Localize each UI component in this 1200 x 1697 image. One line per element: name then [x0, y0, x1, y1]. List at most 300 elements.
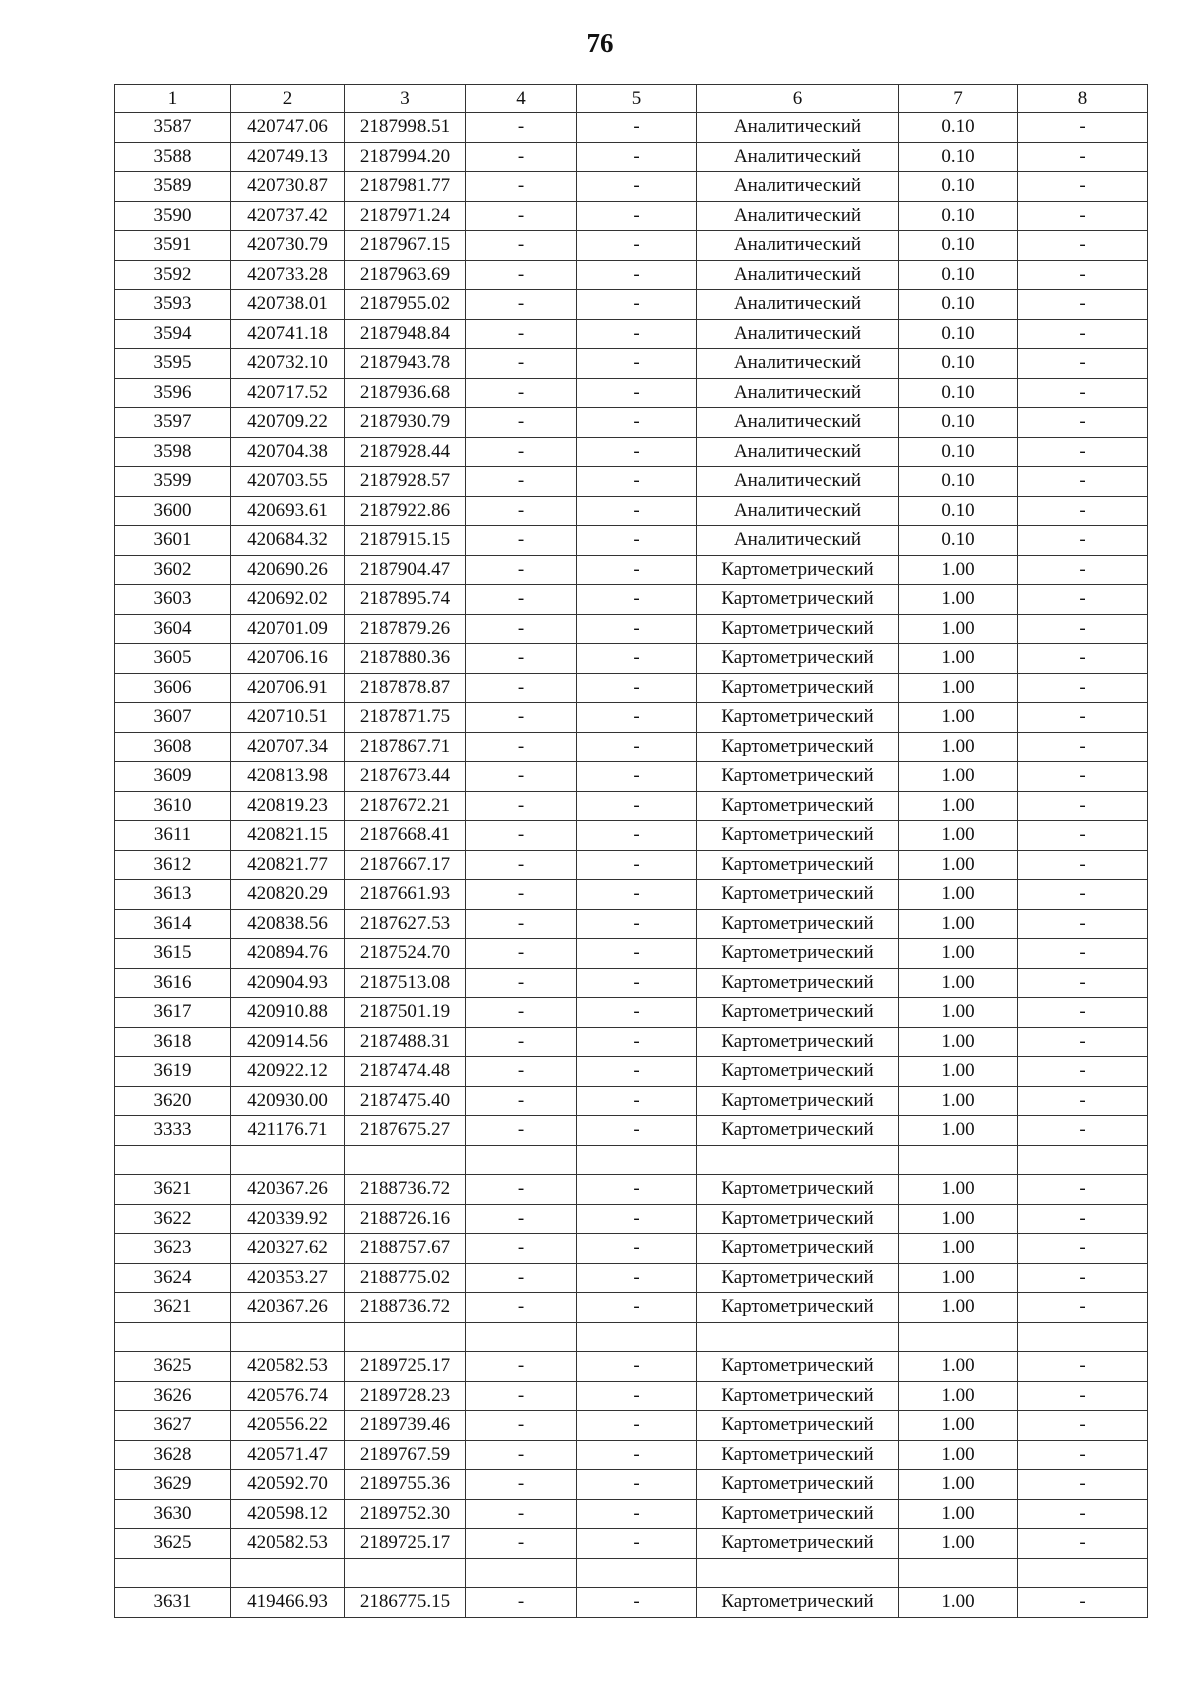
table-cell: 2187667.17: [345, 850, 466, 880]
table-cell: 2187524.70: [345, 939, 466, 969]
table-cell: -: [466, 850, 577, 880]
table-row: [115, 260, 1148, 290]
table-cell: 2187668.41: [345, 821, 466, 851]
table-cell: 2187955.02: [345, 290, 466, 320]
table-cell: -: [577, 673, 697, 703]
table-cell: -: [466, 1529, 577, 1559]
table-row: [115, 762, 1148, 792]
table-cell: 2189755.36: [345, 1470, 466, 1500]
table-cell: 1.00: [899, 821, 1018, 851]
table-cell: -: [577, 526, 697, 556]
table-cell: -: [466, 1352, 577, 1382]
table-cell: 1.00: [899, 1204, 1018, 1234]
table-cell: 3604: [115, 614, 231, 644]
table-cell: -: [466, 349, 577, 379]
table-cell: -: [466, 998, 577, 1028]
table-cell: 420730.79: [231, 231, 345, 261]
table-cell: 3628: [115, 1440, 231, 1470]
table-cell: [345, 1558, 466, 1588]
table-cell: -: [577, 850, 697, 880]
table-cell: -: [466, 644, 577, 674]
table-cell: Картометрический: [697, 1234, 899, 1264]
table-cell: 3618: [115, 1027, 231, 1057]
table-cell: Картометрический: [697, 703, 899, 733]
table-row: [115, 732, 1148, 762]
table-cell: Аналитический: [697, 526, 899, 556]
table-cell: -: [1018, 290, 1148, 320]
table-cell: [1018, 1145, 1148, 1175]
table-row: [115, 791, 1148, 821]
table-cell: -: [1018, 998, 1148, 1028]
table-cell: 3595: [115, 349, 231, 379]
table-cell: 2187928.44: [345, 437, 466, 467]
table-cell: 420894.76: [231, 939, 345, 969]
table-cell: -: [466, 172, 577, 202]
table-cell: -: [466, 1293, 577, 1323]
table-separator-row: [115, 1558, 1148, 1588]
table-row: [115, 113, 1148, 143]
table-cell: 1.00: [899, 1027, 1018, 1057]
table-cell: 420706.16: [231, 644, 345, 674]
table-cell: Картометрический: [697, 1381, 899, 1411]
table-cell: -: [466, 1470, 577, 1500]
table-cell: 420730.87: [231, 172, 345, 202]
table-cell: 1.00: [899, 732, 1018, 762]
table-cell: Картометрический: [697, 791, 899, 821]
table-cell: -: [577, 614, 697, 644]
table-cell: -: [466, 762, 577, 792]
table-row: [115, 1204, 1148, 1234]
table-cell: -: [577, 585, 697, 615]
table-cell: -: [577, 968, 697, 998]
table-cell: -: [577, 113, 697, 143]
table-cell: 2188726.16: [345, 1204, 466, 1234]
table-cell: 3620: [115, 1086, 231, 1116]
table-cell: [577, 1145, 697, 1175]
table-cell: 1.00: [899, 1293, 1018, 1323]
table-cell: 3614: [115, 909, 231, 939]
table-cell: Аналитический: [697, 172, 899, 202]
table-cell: 420707.34: [231, 732, 345, 762]
table-cell: 0.10: [899, 201, 1018, 231]
table-cell: -: [1018, 703, 1148, 733]
table-cell: 420813.98: [231, 762, 345, 792]
table-cell: Аналитический: [697, 231, 899, 261]
table-cell: [899, 1322, 1018, 1352]
table-row: [115, 968, 1148, 998]
table-cell: 420741.18: [231, 319, 345, 349]
column-header: 7: [899, 85, 1018, 113]
table-cell: -: [466, 526, 577, 556]
table-cell: 1.00: [899, 585, 1018, 615]
table-cell: 420598.12: [231, 1499, 345, 1529]
table-cell: -: [466, 939, 577, 969]
table-cell: 2187675.27: [345, 1116, 466, 1146]
table-cell: 3627: [115, 1411, 231, 1441]
table-cell: 3601: [115, 526, 231, 556]
table-cell: 1.00: [899, 1529, 1018, 1559]
table-cell: 420367.26: [231, 1175, 345, 1205]
table-cell: Аналитический: [697, 408, 899, 438]
table-cell: 1.00: [899, 1086, 1018, 1116]
table-cell: 2187998.51: [345, 113, 466, 143]
table-cell: 0.10: [899, 290, 1018, 320]
table-cell: 0.10: [899, 142, 1018, 172]
table-cell: -: [466, 496, 577, 526]
table-row: [115, 703, 1148, 733]
table-cell: -: [577, 555, 697, 585]
table-cell: 1.00: [899, 1116, 1018, 1146]
table-cell: 3625: [115, 1529, 231, 1559]
table-cell: Картометрический: [697, 850, 899, 880]
table-cell: Картометрический: [697, 673, 899, 703]
table-cell: [115, 1145, 231, 1175]
table-cell: [697, 1558, 899, 1588]
column-header: 5: [577, 85, 697, 113]
table-cell: [231, 1322, 345, 1352]
table-cell: -: [577, 1470, 697, 1500]
table-cell: 3624: [115, 1263, 231, 1293]
table-cell: Картометрический: [697, 880, 899, 910]
table-cell: 3616: [115, 968, 231, 998]
table-cell: 1.00: [899, 1352, 1018, 1382]
table-row: [115, 1293, 1148, 1323]
table-cell: 420821.77: [231, 850, 345, 880]
table-cell: 3591: [115, 231, 231, 261]
table-cell: -: [466, 1381, 577, 1411]
table-cell: 420556.22: [231, 1411, 345, 1441]
table-row: [115, 939, 1148, 969]
table-cell: 3598: [115, 437, 231, 467]
table-cell: Аналитический: [697, 113, 899, 143]
table-cell: Аналитический: [697, 349, 899, 379]
table-cell: Аналитический: [697, 378, 899, 408]
table-cell: 1.00: [899, 850, 1018, 880]
table-cell: 3589: [115, 172, 231, 202]
table-cell: 1.00: [899, 1440, 1018, 1470]
table-cell: -: [1018, 1204, 1148, 1234]
table-cell: 0.10: [899, 526, 1018, 556]
table-cell: 0.10: [899, 113, 1018, 143]
table-cell: -: [1018, 437, 1148, 467]
table-cell: 0.10: [899, 437, 1018, 467]
table-cell: [577, 1322, 697, 1352]
table-cell: -: [1018, 880, 1148, 910]
table-cell: -: [577, 1529, 697, 1559]
table-cell: -: [1018, 1263, 1148, 1293]
table-cell: 3617: [115, 998, 231, 1028]
table-cell: -: [1018, 1234, 1148, 1264]
table-cell: -: [577, 231, 697, 261]
table-cell: 1.00: [899, 791, 1018, 821]
table-cell: -: [577, 1588, 697, 1618]
table-cell: Картометрический: [697, 1352, 899, 1382]
table-cell: -: [577, 644, 697, 674]
table-cell: 0.10: [899, 172, 1018, 202]
table-cell: 3593: [115, 290, 231, 320]
table-cell: 1.00: [899, 644, 1018, 674]
table-cell: -: [577, 821, 697, 851]
table-cell: [345, 1145, 466, 1175]
table-cell: 2187936.68: [345, 378, 466, 408]
table-cell: -: [577, 1027, 697, 1057]
table-cell: 3588: [115, 142, 231, 172]
table-cell: -: [1018, 496, 1148, 526]
table-cell: Аналитический: [697, 437, 899, 467]
table-cell: -: [1018, 1086, 1148, 1116]
table-row: [115, 1234, 1148, 1264]
table-cell: -: [1018, 319, 1148, 349]
table-cell: 2189725.17: [345, 1352, 466, 1382]
table-cell: -: [1018, 1116, 1148, 1146]
table-cell: 2187994.20: [345, 142, 466, 172]
table-cell: -: [1018, 349, 1148, 379]
table-cell: -: [466, 909, 577, 939]
table-cell: 3587: [115, 113, 231, 143]
table-cell: -: [466, 791, 577, 821]
table-cell: -: [1018, 142, 1148, 172]
table-cell: 2187488.31: [345, 1027, 466, 1057]
table-cell: 2187930.79: [345, 408, 466, 438]
table-cell: Аналитический: [697, 201, 899, 231]
table-cell: -: [466, 142, 577, 172]
table-cell: 3626: [115, 1381, 231, 1411]
table-cell: -: [577, 201, 697, 231]
table-cell: 2189725.17: [345, 1529, 466, 1559]
table-cell: -: [466, 231, 577, 261]
table-cell: -: [577, 408, 697, 438]
table-cell: 3600: [115, 496, 231, 526]
table-cell: 3611: [115, 821, 231, 851]
table-cell: -: [1018, 1588, 1148, 1618]
table-cell: Картометрический: [697, 1027, 899, 1057]
table-cell: 1.00: [899, 1499, 1018, 1529]
table-cell: -: [466, 555, 577, 585]
table-cell: 2187673.44: [345, 762, 466, 792]
table-cell: -: [577, 1086, 697, 1116]
table-cell: 2187915.15: [345, 526, 466, 556]
table-cell: 420717.52: [231, 378, 345, 408]
table-cell: -: [577, 1234, 697, 1264]
table-row: [115, 349, 1148, 379]
table-cell: 420576.74: [231, 1381, 345, 1411]
table-cell: -: [1018, 614, 1148, 644]
table-cell: Картометрический: [697, 1588, 899, 1618]
table-cell: -: [1018, 378, 1148, 408]
table-cell: -: [466, 1499, 577, 1529]
table-cell: -: [466, 1234, 577, 1264]
table-row: [115, 1499, 1148, 1529]
table-cell: 3590: [115, 201, 231, 231]
table-cell: 2187971.24: [345, 201, 466, 231]
table-cell: 2187922.86: [345, 496, 466, 526]
table-cell: 2187880.36: [345, 644, 466, 674]
table-cell: -: [1018, 260, 1148, 290]
table-row: [115, 319, 1148, 349]
table-row: [115, 1440, 1148, 1470]
table-cell: -: [577, 1381, 697, 1411]
table-cell: Картометрический: [697, 732, 899, 762]
table-cell: -: [1018, 909, 1148, 939]
table-cell: 3603: [115, 585, 231, 615]
table-cell: -: [1018, 1293, 1148, 1323]
table-cell: Картометрический: [697, 1470, 899, 1500]
table-cell: -: [1018, 555, 1148, 585]
table-cell: 2187627.53: [345, 909, 466, 939]
table-cell: 2189739.46: [345, 1411, 466, 1441]
table-cell: -: [577, 496, 697, 526]
table-cell: 1.00: [899, 1381, 1018, 1411]
table-cell: -: [1018, 1381, 1148, 1411]
table-cell: Картометрический: [697, 998, 899, 1028]
table-cell: 3619: [115, 1057, 231, 1087]
table-body: [115, 113, 1148, 1618]
column-header: 8: [1018, 85, 1148, 113]
table-cell: -: [1018, 968, 1148, 998]
table-cell: 3615: [115, 939, 231, 969]
table-cell: 3613: [115, 880, 231, 910]
table-cell: -: [577, 142, 697, 172]
table-row: [115, 1588, 1148, 1618]
table-cell: 2188775.02: [345, 1263, 466, 1293]
table-cell: 3623: [115, 1234, 231, 1264]
table-cell: [466, 1558, 577, 1588]
table-cell: Аналитический: [697, 319, 899, 349]
table-cell: 0.10: [899, 231, 1018, 261]
table-cell: -: [577, 467, 697, 497]
table-cell: Картометрический: [697, 1293, 899, 1323]
table-cell: 2187981.77: [345, 172, 466, 202]
table-cell: 420339.92: [231, 1204, 345, 1234]
table-cell: -: [466, 1057, 577, 1087]
table-cell: 3333: [115, 1116, 231, 1146]
table-cell: 3625: [115, 1352, 231, 1382]
table-cell: 0.10: [899, 319, 1018, 349]
table-cell: Картометрический: [697, 1529, 899, 1559]
table-cell: -: [1018, 526, 1148, 556]
table-cell: [231, 1558, 345, 1588]
table-cell: -: [466, 1440, 577, 1470]
table-cell: [899, 1558, 1018, 1588]
table-cell: 420706.91: [231, 673, 345, 703]
table-cell: -: [577, 909, 697, 939]
table-cell: 3621: [115, 1175, 231, 1205]
table-cell: [231, 1145, 345, 1175]
table-cell: [697, 1145, 899, 1175]
table-cell: -: [577, 437, 697, 467]
table-cell: 420582.53: [231, 1352, 345, 1382]
column-header: 1: [115, 85, 231, 113]
table-cell: -: [466, 319, 577, 349]
table-cell: [115, 1558, 231, 1588]
table-cell: [697, 1322, 899, 1352]
table-cell: 1.00: [899, 998, 1018, 1028]
table-cell: -: [466, 467, 577, 497]
table-cell: -: [577, 998, 697, 1028]
table-cell: 3621: [115, 1293, 231, 1323]
column-header: 3: [345, 85, 466, 113]
table-cell: -: [1018, 231, 1148, 261]
table-cell: -: [1018, 821, 1148, 851]
table-row: [115, 437, 1148, 467]
table-cell: 1.00: [899, 703, 1018, 733]
table-cell: 2187948.84: [345, 319, 466, 349]
table-cell: [466, 1322, 577, 1352]
table-cell: -: [577, 1499, 697, 1529]
table-row: [115, 1175, 1148, 1205]
table-row: [115, 1263, 1148, 1293]
table-cell: -: [1018, 201, 1148, 231]
table-row: [115, 555, 1148, 585]
table-cell: 0.10: [899, 349, 1018, 379]
table-row: [115, 1116, 1148, 1146]
table-cell: -: [577, 762, 697, 792]
table-row: [115, 1529, 1148, 1559]
table-cell: -: [466, 408, 577, 438]
table-cell: 2187879.26: [345, 614, 466, 644]
table-cell: -: [577, 880, 697, 910]
table-cell: -: [577, 1116, 697, 1146]
table-row: [115, 378, 1148, 408]
table-cell: 2187867.71: [345, 732, 466, 762]
table-cell: 420821.15: [231, 821, 345, 851]
table-cell: -: [577, 939, 697, 969]
coordinates-table: [114, 84, 1148, 1618]
table-cell: 420692.02: [231, 585, 345, 615]
table-row: [115, 201, 1148, 231]
table-cell: -: [466, 1411, 577, 1441]
table-row: [115, 290, 1148, 320]
table-cell: Картометрический: [697, 614, 899, 644]
table-cell: -: [466, 614, 577, 644]
table-row: [115, 1470, 1148, 1500]
table-cell: -: [1018, 939, 1148, 969]
table-cell: -: [466, 1175, 577, 1205]
table-cell: -: [577, 1293, 697, 1323]
table-cell: 1.00: [899, 1234, 1018, 1264]
table-cell: 3592: [115, 260, 231, 290]
table-cell: -: [1018, 791, 1148, 821]
table-cell: -: [1018, 732, 1148, 762]
table-cell: Картометрический: [697, 762, 899, 792]
table-cell: 2188736.72: [345, 1175, 466, 1205]
table-row: [115, 231, 1148, 261]
column-header: 4: [466, 85, 577, 113]
table-cell: -: [1018, 1499, 1148, 1529]
table-cell: -: [1018, 1440, 1148, 1470]
table-cell: -: [1018, 673, 1148, 703]
table-cell: 2187904.47: [345, 555, 466, 585]
table-cell: 2187475.40: [345, 1086, 466, 1116]
table-cell: 1.00: [899, 1470, 1018, 1500]
table-cell: 420327.62: [231, 1234, 345, 1264]
table-cell: 1.00: [899, 1175, 1018, 1205]
table-cell: 3594: [115, 319, 231, 349]
table-cell: 2187871.75: [345, 703, 466, 733]
table-cell: 3596: [115, 378, 231, 408]
table-row: [115, 408, 1148, 438]
table-cell: 421176.71: [231, 1116, 345, 1146]
table-cell: 420922.12: [231, 1057, 345, 1087]
table-cell: -: [1018, 1470, 1148, 1500]
table-cell: -: [466, 1204, 577, 1234]
table-cell: [899, 1145, 1018, 1175]
table-cell: 2187672.21: [345, 791, 466, 821]
column-header: 2: [231, 85, 345, 113]
table-cell: 2187661.93: [345, 880, 466, 910]
table-row: [115, 614, 1148, 644]
table-cell: 1.00: [899, 555, 1018, 585]
